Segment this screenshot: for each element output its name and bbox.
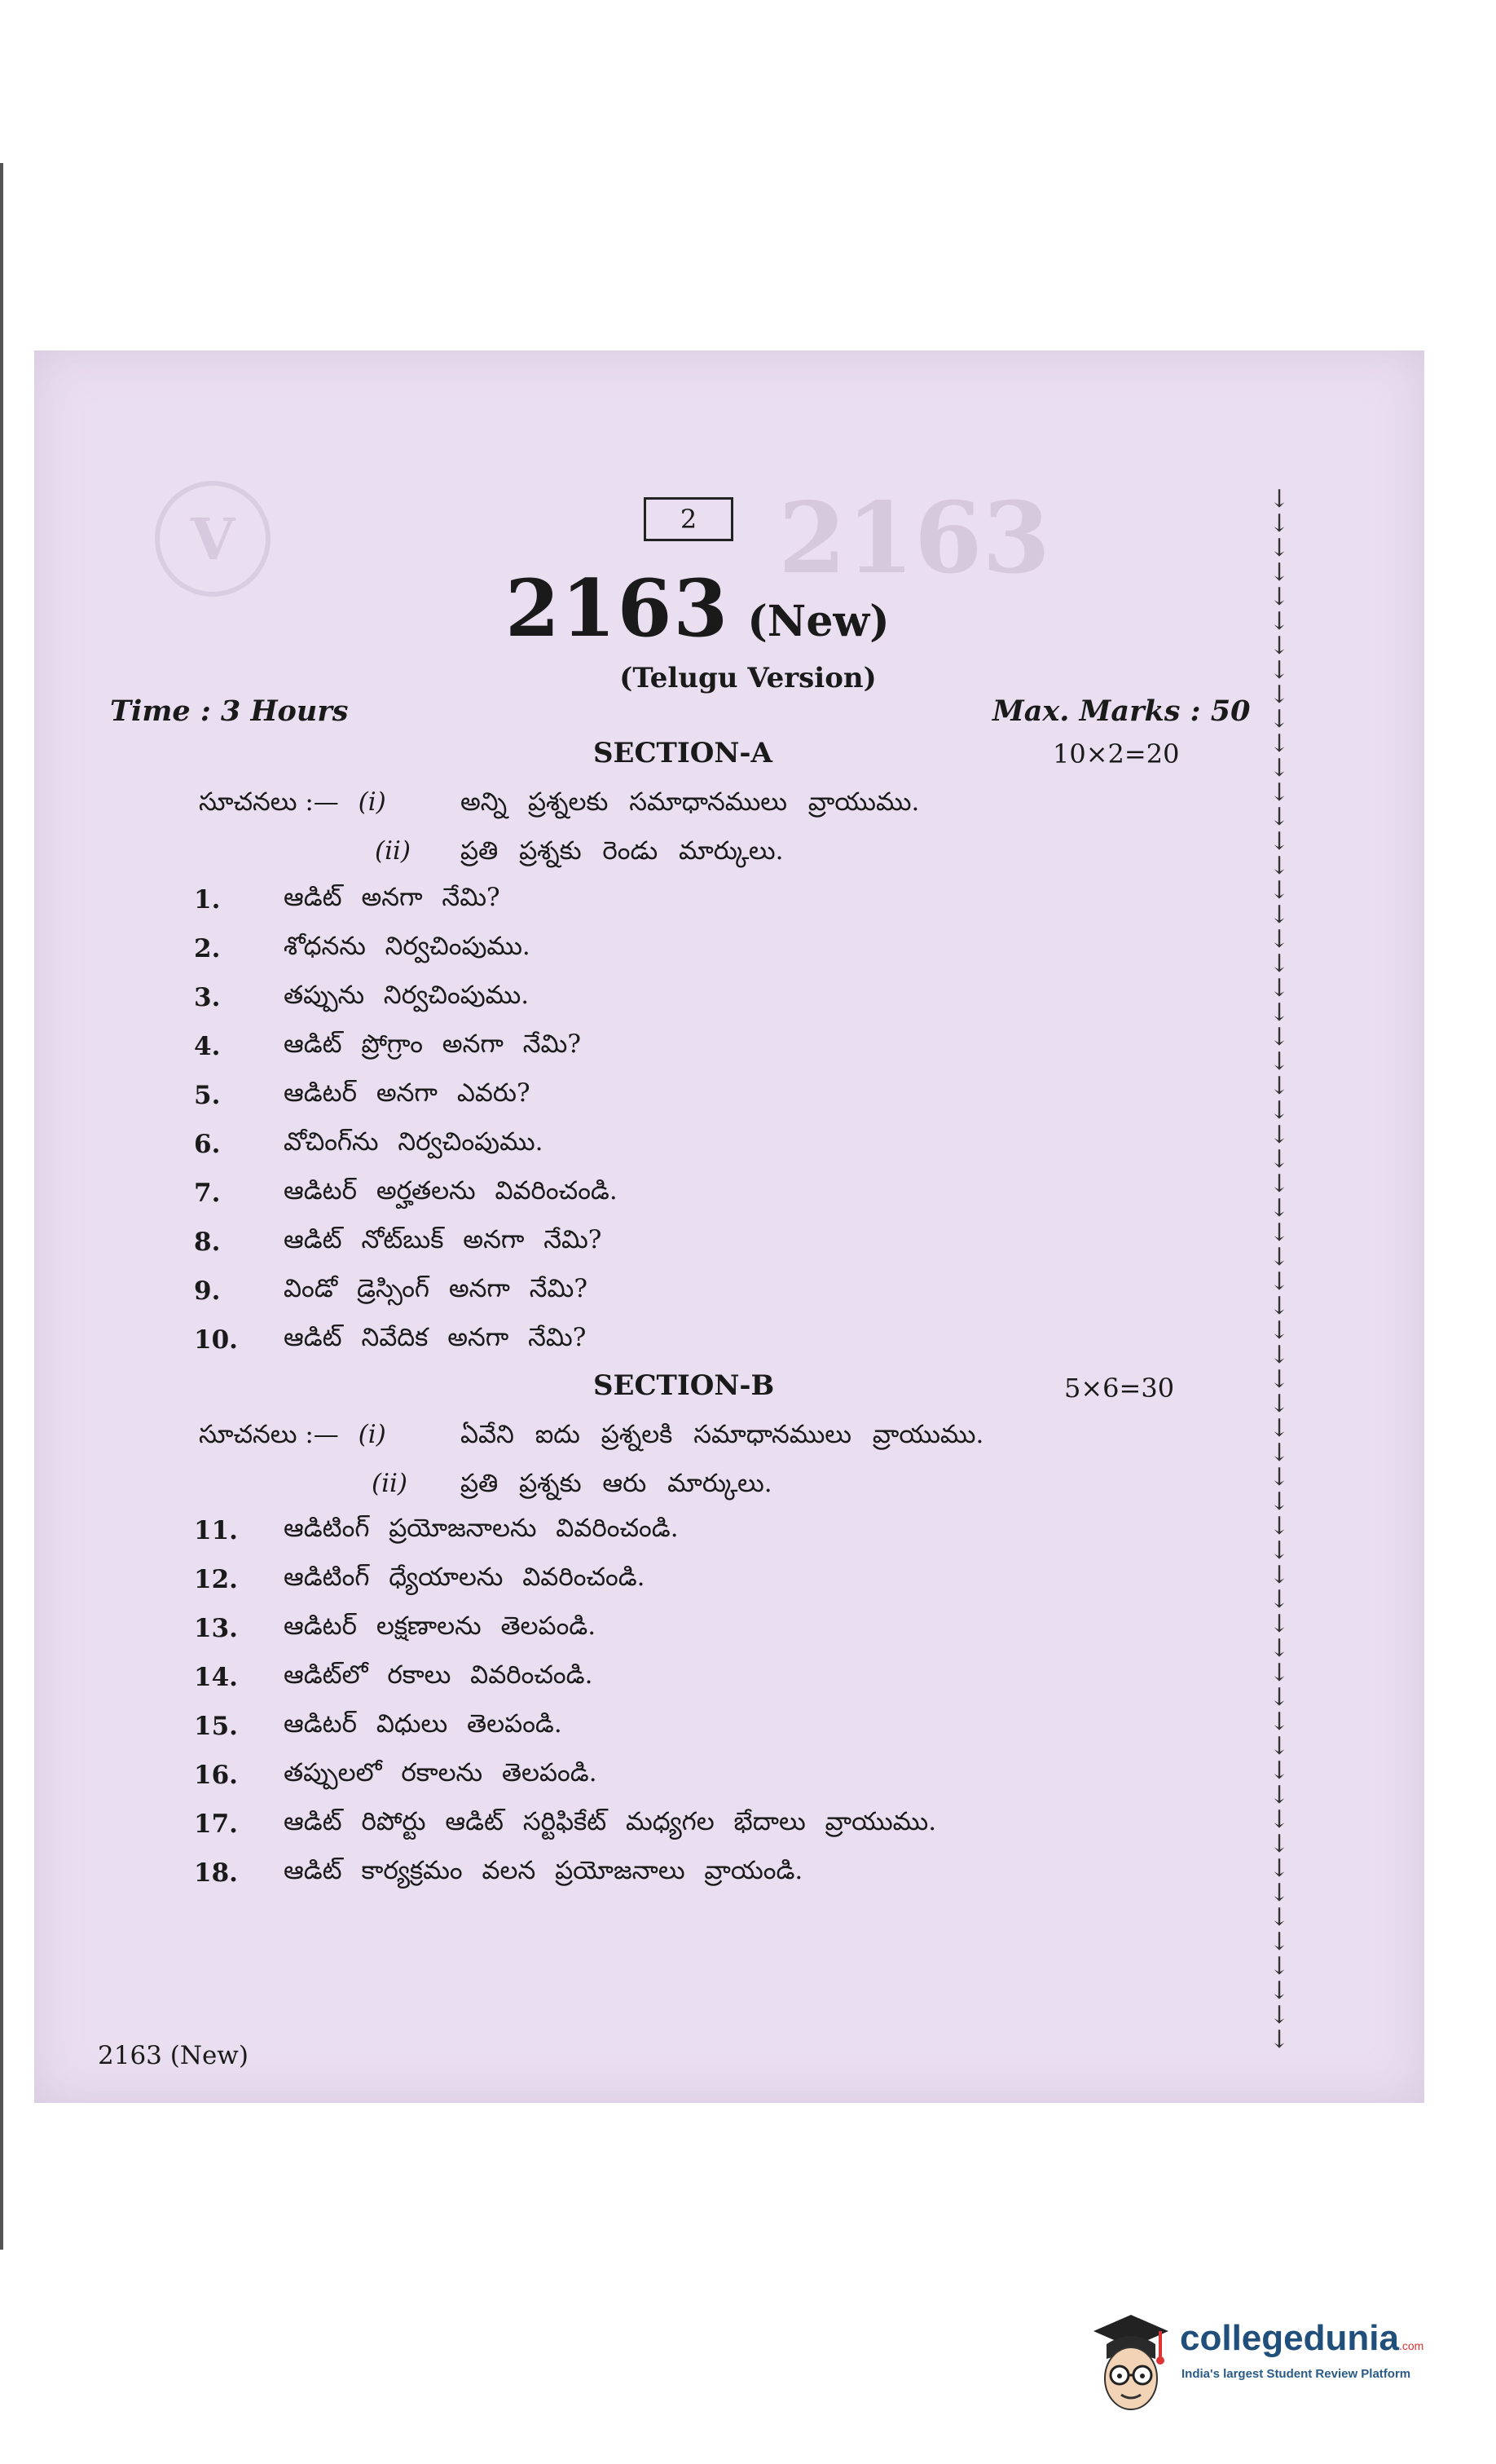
down-arrow-icon: ↓ [1269, 2001, 1290, 2030]
section-a-note-label: సూచనలు :— (i) [199, 787, 386, 817]
down-arrow-icon: ↓ [1269, 1316, 1290, 1345]
section-b-note-1: ఏవేని ఐదు ప్రశ్నలకి సమాధానములు వ్రాయుము. [460, 1420, 984, 1449]
down-arrow-icon: ↓ [1269, 1145, 1290, 1174]
exam-duration: Time : 3 Hours [110, 694, 349, 728]
question-item: 1. ఆడిట్ అనగా నేమి? [194, 882, 500, 915]
down-arrow-icon: ↓ [1269, 1121, 1290, 1149]
question-item: 11. ఆడిటింగ్ ప్రయోజనాలను వివరించండి. [194, 1513, 679, 1545]
section-b-note-2-roman: (ii) [372, 1469, 408, 1498]
max-marks: Max. Marks : 50 [992, 694, 1251, 728]
question-item: 10. ఆడిట్ నివేదిక అనగా నేమి? [194, 1322, 587, 1355]
question-item: 7. ఆడిటర్ అర్హతలను వివరించండి. [194, 1175, 618, 1208]
down-arrow-icon: ↓ [1269, 1732, 1290, 1761]
down-arrow-icon: ↓ [1269, 1243, 1290, 1272]
down-arrow-icon: ↓ [1269, 1096, 1290, 1125]
question-item: 14. ఆడిట్‌లో రకాలు వివరించండి. [194, 1660, 593, 1692]
section-a-note-2-roman: (ii) [375, 836, 411, 866]
down-arrow-icon: ↓ [1269, 1439, 1290, 1467]
down-arrow-icon: ↓ [1269, 1512, 1290, 1541]
down-arrow-icon: ↓ [1269, 1390, 1290, 1418]
down-arrow-icon: ↓ [1269, 998, 1290, 1027]
down-arrow-icon: ↓ [1269, 632, 1290, 660]
down-arrow-icon: ↓ [1269, 1610, 1290, 1638]
brand-domain: .com [1398, 2339, 1424, 2352]
down-arrow-icon: ↓ [1269, 1536, 1290, 1565]
question-item: 4. ఆడిట్ ప్రోగ్రాం అనగా నేమి? [194, 1029, 581, 1061]
down-arrow-icon: ↓ [1269, 1879, 1290, 1907]
down-arrow-icon: ↓ [1269, 1659, 1290, 1687]
down-arrow-icon: ↓ [1269, 1854, 1290, 1883]
section-a-note-2: ప్రతి ప్రశ్నకు రెండు మార్కులు. [460, 836, 784, 866]
paper-code-number: 2163 [505, 562, 730, 655]
down-arrow-icon: ↓ [1269, 730, 1290, 758]
down-arrow-icon: ↓ [1269, 1830, 1290, 1858]
bleed-through-stamp: V [155, 481, 271, 597]
down-arrow-icon: ↓ [1269, 1292, 1290, 1320]
down-arrow-icon: ↓ [1269, 534, 1290, 562]
down-arrow-icon: ↓ [1269, 1219, 1290, 1247]
section-b-heading: SECTION-B [593, 1369, 775, 1402]
down-arrow-icon: ↓ [1269, 803, 1290, 831]
down-arrow-icon: ↓ [1269, 901, 1290, 929]
question-count-box: 2 [644, 497, 733, 541]
down-arrow-icon: ↓ [1269, 1757, 1290, 1785]
down-arrow-icon: ↓ [1269, 583, 1290, 611]
section-a-heading: SECTION-A [593, 737, 772, 769]
down-arrow-icon: ↓ [1269, 1047, 1290, 1076]
down-arrow-icon: ↓ [1269, 1488, 1290, 1516]
down-arrow-icon: ↓ [1269, 1561, 1290, 1589]
note-roman: (i) [358, 787, 386, 817]
down-arrow-icon: ↓ [1269, 778, 1290, 807]
down-arrow-icon: ↓ [1269, 1903, 1290, 1932]
down-arrow-icon: ↓ [1269, 1170, 1290, 1198]
down-arrow-icon: ↓ [1269, 1072, 1290, 1100]
question-item: 9. విండో డ్రెస్సింగ్ అనగా నేమి? [194, 1273, 587, 1306]
down-arrow-icon: ↓ [1269, 558, 1290, 587]
fold-arrows [1263, 487, 1296, 2052]
question-item: 16. తప్పులలో రకాలను తెలపండి. [194, 1757, 597, 1790]
down-arrow-icon: ↓ [1269, 876, 1290, 905]
section-b-note-label: సూచనలు :— (i) [199, 1420, 386, 1449]
down-arrow-icon: ↓ [1269, 754, 1290, 782]
note-roman: (i) [358, 1420, 386, 1449]
down-arrow-icon: ↓ [1269, 827, 1290, 856]
down-arrow-icon: ↓ [1269, 950, 1290, 978]
down-arrow-icon: ↓ [1269, 1805, 1290, 1834]
down-arrow-icon: ↓ [1269, 1781, 1290, 1809]
collegedunia-watermark [1090, 2312, 1449, 2418]
down-arrow-icon: ↓ [1269, 1928, 1290, 1956]
down-arrow-icon: ↓ [1269, 607, 1290, 636]
student-mascot-icon [1090, 2312, 1172, 2418]
question-item: 12. ఆడిటింగ్ ధ్యేయాలను వివరించండి. [194, 1562, 645, 1594]
section-b-marks: 5×6=30 [1064, 1373, 1175, 1404]
down-arrow-icon: ↓ [1269, 1463, 1290, 1492]
down-arrow-icon: ↓ [1269, 485, 1290, 514]
brand-name: collegedunia.com [1180, 2318, 1424, 2358]
language-version: (Telugu Version) [619, 662, 877, 694]
down-arrow-icon: ↓ [1269, 1341, 1290, 1369]
question-item: 15. ఆడిటర్ విధులు తెలపండి. [194, 1708, 562, 1741]
down-arrow-icon: ↓ [1269, 1634, 1290, 1663]
down-arrow-icon: ↓ [1269, 1585, 1290, 1614]
down-arrow-icon: ↓ [1269, 656, 1290, 685]
section-a-marks: 10×2=20 [1053, 738, 1180, 769]
down-arrow-icon: ↓ [1269, 1683, 1290, 1712]
bleed-through-code: 2163 [778, 481, 1050, 596]
down-arrow-icon: ↓ [1269, 1952, 1290, 1981]
down-arrow-icon: ↓ [1269, 925, 1290, 954]
down-arrow-icon: ↓ [1269, 509, 1290, 538]
down-arrow-icon: ↓ [1269, 2025, 1290, 2054]
down-arrow-icon: ↓ [1269, 852, 1290, 880]
down-arrow-icon: ↓ [1269, 1414, 1290, 1443]
question-item: 18. ఆడిట్ కార్యక్రమం వలన ప్రయోజనాలు వ్రాయండి. [194, 1855, 803, 1888]
down-arrow-icon: ↓ [1269, 681, 1290, 709]
section-b-note-2: ప్రతి ప్రశ్నకు ఆరు మార్కులు. [460, 1469, 772, 1498]
question-item: 13. ఆడిటర్ లక్షణాలను తెలపండి. [194, 1611, 596, 1643]
footer-paper-code: 2163 (New) [98, 2041, 249, 2070]
down-arrow-icon: ↓ [1269, 1708, 1290, 1736]
paper-code-suffix: (New) [747, 597, 890, 646]
brand-tagline: India's largest Student Review Platform [1181, 2367, 1411, 2381]
question-item: 17. ఆడిట్ రిపోర్టు ఆడిట్ సర్టిఫికేట్ మధ్యగల భేదాలు వ్రాయుము. [194, 1806, 937, 1839]
down-arrow-icon: ↓ [1269, 705, 1290, 734]
question-item: 3. తప్పును నిర్వచింపుము. [194, 980, 530, 1012]
scan-edge [0, 163, 3, 2250]
question-item: 5. ఆడిటర్ అనగా ఎవరు? [194, 1078, 530, 1110]
section-a-note-1: అన్ని ప్రశ్నలకు సమాధానములు వ్రాయుము. [460, 787, 920, 817]
question-item: 2. శోధనను నిర్వచింపుము. [194, 931, 530, 963]
down-arrow-icon: ↓ [1269, 1365, 1290, 1394]
down-arrow-icon: ↓ [1269, 1194, 1290, 1223]
paper-code [505, 562, 890, 655]
down-arrow-icon: ↓ [1269, 1023, 1290, 1051]
question-item: 6. వోచింగ్‌ను నిర్వచింపుము. [194, 1126, 543, 1159]
down-arrow-icon: ↓ [1269, 1267, 1290, 1296]
down-arrow-icon: ↓ [1269, 1977, 1290, 2005]
down-arrow-icon: ↓ [1269, 974, 1290, 1003]
question-item: 8. ఆడిట్ నోట్‌బుక్ అనగా నేమి? [194, 1224, 602, 1257]
